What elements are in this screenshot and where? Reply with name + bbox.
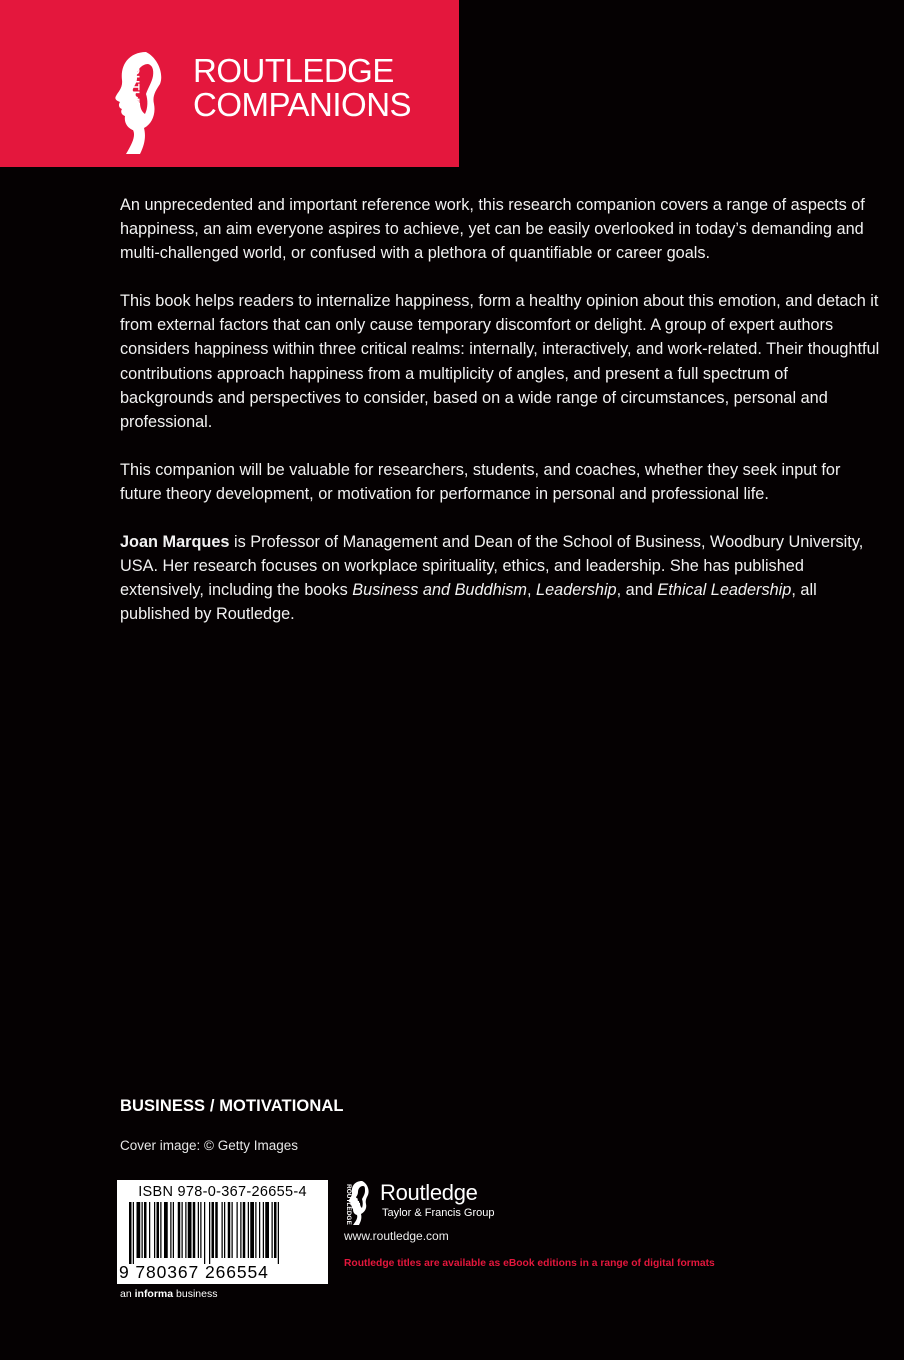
barcode-bar [265,1202,269,1258]
cover-image-credit: Cover image: © Getty Images [120,1138,299,1153]
barcode-bar [212,1202,215,1258]
logo-vertical-text: ROUTLEDGE [129,58,141,131]
barcode-bar [182,1202,183,1258]
publisher-logo-vertical-text: ROUTLEDGE [345,1184,352,1225]
barcode-bar [142,1202,143,1258]
barcode-bar [137,1202,141,1258]
barcode-bar [193,1202,196,1258]
barcode-bar [160,1202,161,1258]
barcode-bar [144,1202,147,1258]
informa-prefix: an [120,1288,135,1300]
barcode-bar [215,1202,218,1258]
barcode-bar [228,1202,231,1258]
barcode-bar [198,1202,199,1258]
bio-text-1: is Professor of Management and Dean of the School of Business, Woodbury University, USA. Her research focuses on workplace spirituality, ethics, and leadership. She has published extensively, including the books [120,533,864,600]
bio-text-2: , all published by Routledge. [120,581,817,624]
author-name: Joan Marques [120,533,230,552]
barcode-bar [154,1202,155,1258]
barcode-bar [255,1202,256,1258]
barcode-bar [248,1202,249,1258]
barcode-bar [250,1202,254,1258]
routledge-publisher-logo-icon [342,1180,376,1226]
barcode-bars [117,1202,328,1264]
barcode-bar [200,1202,201,1258]
blurb-paragraph-2: This book helps readers to internalize happiness, form a healthy opinion about this emotion, and detach it from external factors that can only cause temporary discomfort or delight. A group of expert authors considers happiness within three critical realms: internally, interactively, and work-related. Their thoughtful contributions approach happiness from a multiplicity of angles, and present a full spectrum of backgrounds and perspectives to consider, based on a wide range of circumstances, personal and professional. [120,292,880,431]
barcode-bar [170,1202,171,1258]
barcode-bar [178,1202,181,1258]
barcode-bar [222,1202,223,1258]
bio-book-3: Ethical Leadership [657,581,792,600]
isbn-label: ISBN 978-0-367-26655-4 [138,1184,307,1200]
series-title-line1: ROUTLEDGE [193,52,394,89]
bio-sep-1: , [526,581,537,600]
barcode-bar [278,1202,279,1264]
isbn-barcode [117,1180,328,1284]
series-title-line2: COMPANIONS [193,86,412,123]
series-title [193,54,411,122]
barcode-bar [232,1202,233,1258]
barcode-bar [243,1202,246,1258]
barcode-bar [149,1202,150,1258]
barcode-bar [173,1202,174,1258]
barcode-bar [209,1202,210,1264]
blurb-paragraph-3: This companion will be valuable for researchers, students, and coaches, whether they seek input for future theory development, or motivation for performance in personal and professional life. [120,460,841,503]
publisher-website[interactable]: www.routledge.com [344,1229,449,1243]
barcode-bar [259,1202,260,1258]
back-cover-blurb [120,193,880,650]
ebook-note: Routledge titles are available as eBook editions in a range of digital formats [344,1258,715,1269]
barcode-bar [274,1202,277,1258]
blurb-paragraph-1: An unprecedented and important reference work, this research companion covers a range of aspects of happiness, an aim everyone aspires to achieve, yet can be easily overlooked in today’s demanding and multi-challenged world, or confused with a plethora of quantifiable or career goals. [120,196,865,263]
author-bio [120,530,880,626]
bio-book-2: Leadership [536,581,617,600]
publisher-group: Taylor & Francis Group [382,1207,495,1219]
informa-brand: informa [134,1288,174,1300]
barcode-bar [272,1202,273,1258]
barcode-bar [240,1202,241,1258]
bio-book-1: Business and Buddhism [352,581,527,600]
publisher-name: Routledge [380,1180,478,1205]
barcode-bar [263,1202,264,1258]
barcode-bar [157,1202,160,1258]
bio-sep-2: , and [616,581,658,600]
routledge-profiles-logo-icon [100,50,180,158]
barcode-bar [188,1202,192,1258]
barcode-bar [224,1202,225,1258]
series-banner [0,0,459,167]
barcode-bar [185,1202,186,1258]
barcode-bar [129,1202,132,1264]
barcode-bar [237,1202,238,1258]
barcode-bar [164,1202,168,1258]
informa-tagline [120,1288,217,1300]
informa-suffix: business [173,1288,218,1300]
barcode-bar [204,1202,205,1264]
barcode-bar [133,1202,134,1264]
subject-category: BUSINESS / MOTIVATIONAL [120,1097,344,1115]
barcode-digits: 9 780367 266554 [119,1262,269,1282]
